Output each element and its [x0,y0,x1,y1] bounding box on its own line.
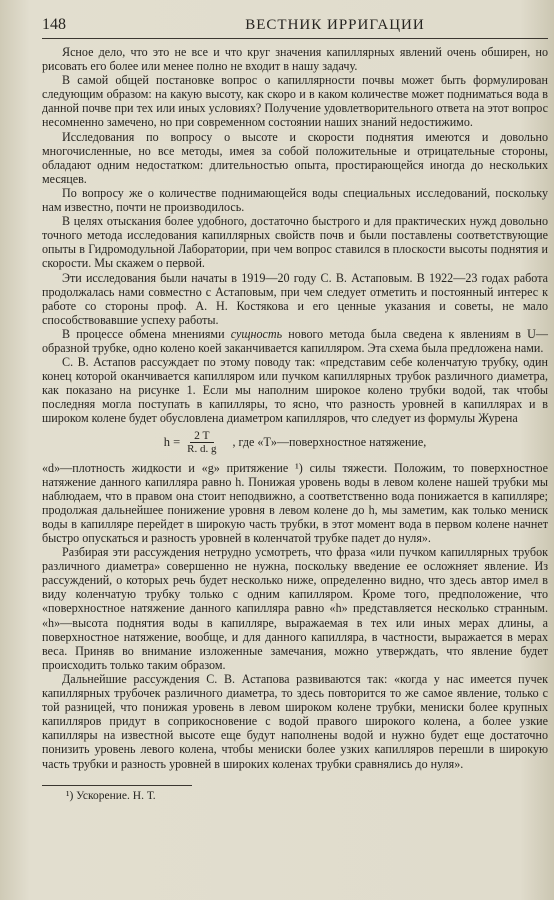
formula-denominator: R. d. g [187,442,217,455]
paragraph: Исследования по вопросу о высоте и скорости поднятия имеются и довольно многочисленные, но все методы, имея за собой положительные и отрицательные стороны, обладают одним недостатком: длительностью опыта, простирающейся иногда до нескольких месяцев. [42,129,548,186]
article-body [42,45,548,771]
formula-fraction [185,430,218,456]
formula-lhs: h = [163,435,181,450]
text-run: нового метода была сведена к явлениям в U—образной трубке, одно колено коей заканчивается капилляром. Эта схема была предложена нами. [42,326,548,355]
text-run: В процессе обмена мнениями [62,326,231,341]
page-header [42,16,548,39]
paragraph: В самой общей постановке вопрос о капиллярности почвы может быть формулирован следующим образом: на какую высоту, как скоро и в каком количестве может подниматься вода в данной почве при тех или иных условиях? Получение удовлетворительного ответа на этот вопрос несомненно замечено, но при современном состоянии наших знаний недостижимо. [42,73,548,130]
page-number: 148 [42,16,66,33]
paragraph: Дальнейшие рассуждения С. В. Астапова развиваются так: «когда у нас имеется пучек капиллярных трубочек различного диаметра, то здесь повторится то же самое явление, только с той разницей, что понижая уровень в левом широком колене трубки, мениски более крупных капилляров придут в соприкосновение с водой правого широкого колена, а более узкие капилляры на известной высоте еще будут наполнены водой и нужно будет еще достаточно понизить уровень левого колена, чтобы мениски более узких капилляров перешли в широкую часть трубки и разность уровней в широких коленах трубки сравнялись до нуля». [42,671,548,771]
paragraph [42,327,548,355]
journal-title: ВЕСТНИК ИРРИГАЦИИ [245,17,425,33]
paragraph: Эти исследования были начаты в 1919—20 году С. В. Астаповым. В 1922—23 годах работа продолжалась нами совместно с Астаповым, при чем следует отметить и постоянный интерес к работе со стороны проф. А. Н. Костякова и его ценные указания и советы, не мало способствовавшие успеху работы. [42,270,548,327]
paragraph: Разбирая эти рассуждения нетрудно усмотреть, что фраза «или пучком капиллярных трубок различного диаметра» совершенно не нужна, поскольку введение ее осложняет явление. Из рассуждений, о которых речь будет несколько ниже, определенно видно, что здесь автор имел в виду коленчатую трубку только с одним капилляром. Кроме того, предположение, что «поверхностное натяжение данного капилляра равно «h» представляется несколько странным. «h»—высота поднятия воды в капилляре, выражаемая в тех или иных мерах длины, а поверхностное натяжение, вообще, и для данного капилляра, в частности, выражается в мерах веса. Приняв во внимание изложенные замечания, можно утверждать, что явление будет происходить только таким образом. [42,545,548,672]
paragraph: «d»—плотность жидкости и «g» притяжение ¹) силы тяжести. Положим, то поверхностное натяжение данного капилляра равно h. Понижая уровень воды в левом колене нашей трубки мы наблюдаем, что в правом она стоит неподвижно, а соответственно вода понижается в капилляре; продолжая дальнейшее понижение уровня в левом колене до h, мы заметим, как только мениск воды в капилляре перейдет в широкую часть трубки, в этот момент вода в первом колене начнет быстро опускаться и разность уровней в коленчатой трубке падет до нуля». [42,460,548,545]
formula-numerator: 2 T [190,430,213,443]
paragraph: Ясное дело, что это не все и что круг значения капиллярных явлений очень обширен, но рисовать его более или менее полно не входит в нашу задачу. [42,45,548,74]
paragraph: В целях отыскания более удобного, достаточно быстрого и для практических нужд довольно точного метода исследования капиллярных свойств почв и были поставлены соответствующие опыты в Гидромодульной Лаборатории, при чем вопрос ставился в плоскости высоты поднятия и скорости. Мы скажем о первой. [42,214,548,271]
jurin-formula [42,428,548,458]
footnote: ¹) Ускорение. Н. Т. [66,789,156,802]
paragraph: С. В. Астапов рассуждает по этому поводу так: «представим себе коленчатую трубку, один конец которой оканчивается капилляром или пучком капиллярных трубок различного диаметра, как показано на рисунке 1. Если мы наполним широкое колено трубки водой, так чтобы последняя могла поступать в капилляры, то ясно, что разность уровней в капиллярах и в широком колене будет обусловлена диаметром капилляров, что следует из формулы Журена [42,355,548,426]
italic-term: сущность [230,326,283,341]
paragraph: По вопросу же о количестве поднимающейся воды специальных исследований, поскольку нам известно, почти не производилось. [42,185,548,215]
footnote-divider [42,785,192,786]
formula-explanation: , где «T»—поверхностное натяжение, [232,435,427,450]
